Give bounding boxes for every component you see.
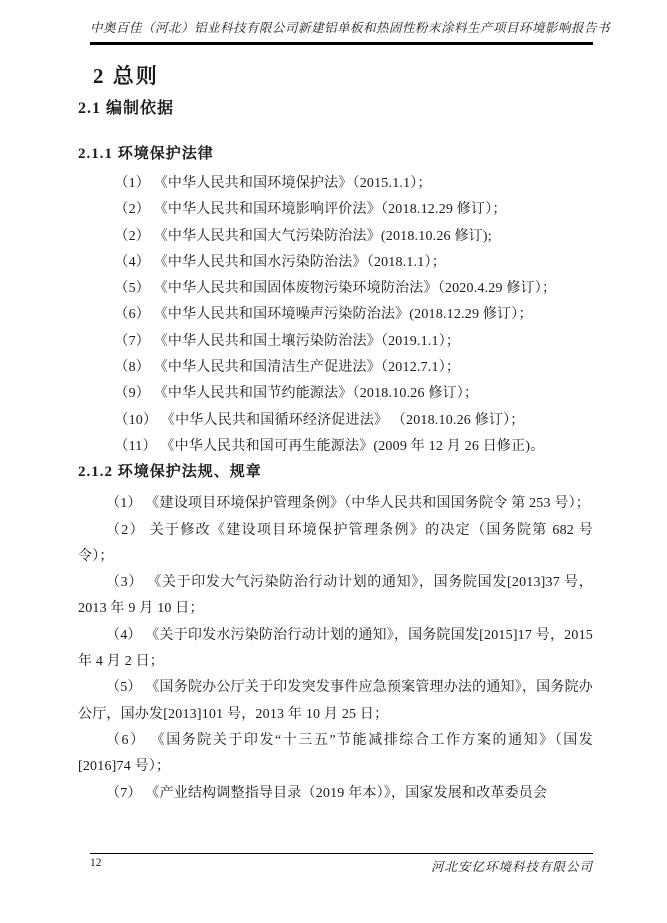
- regulation-item: （3） 《关于印发大气污染防治行动计划的通知》，国务院国发[2013]37 号，2013 年 9 月 10 日；: [78, 575, 593, 617]
- law-item: （11） 《中华人民共和国可再生能源法》(2009 年 12 月 26 日修正)。: [114, 438, 545, 454]
- law-item: （10） 《中华人民共和国循环经济促进法》 （2018.10.26 修订）；: [114, 412, 525, 428]
- chapter-title: 2 总则: [93, 64, 159, 88]
- regulation-item: （7） 《产业结构调整指导目录（2019 年本）》，国家发展和改革委员会: [106, 785, 548, 801]
- law-item: （2） 《中华人民共和国大气污染防治法》(2018.10.26 修订);: [114, 228, 492, 244]
- law-item: （5） 《中华人民共和国固体废物污染环境防治法》（2020.4.29 修订）；: [114, 281, 557, 297]
- header-divider: [90, 42, 593, 45]
- regulation-item: （6） 《国务院关于印发“十三五”节能减排综合工作方案的通知》（国发[2016]74 号）；: [78, 732, 593, 775]
- page-number: 12: [90, 857, 102, 869]
- subsection-title-laws: 2.1.1 环境保护法律: [78, 146, 214, 162]
- regulation-item: （5） 《国务院办公厅关于印发突发事件应急预案管理办法的通知》，国务院办公厅，国办发[2013]101 号，2013 年 10 月 25 日；: [78, 680, 593, 722]
- document-content: [78, 63, 593, 807]
- footer-company-name: 河北安亿环境科技有限公司: [430, 860, 593, 874]
- law-item: （1） 《中华人民共和国环境保护法》（2015.1.1）；: [114, 176, 432, 191]
- law-item: （8） 《中华人民共和国清洁生产促进法》（2012.7.1）；: [114, 360, 461, 376]
- subsection-title-regulations: 2.1.2 环境保护法规、规章: [78, 464, 262, 481]
- header-title: 中奥百佳（河北）铝业科技有限公司新建铝单板和热固性粉末涂料生产项目环境影响报告书: [90, 21, 611, 35]
- law-item: （7） 《中华人民共和国土壤污染防治法》（2019.1.1）；: [114, 333, 461, 349]
- regulation-item: （2） 关于修改《建设项目环境保护管理条例》的决定（国务院第 682 号令）；: [78, 522, 593, 564]
- law-item: （4） 《中华人民共和国水污染防治法》（2018.1.1）；: [114, 254, 446, 270]
- law-item: （6） 《中华人民共和国环境噪声污染防治法》(2018.12.29 修订）；: [114, 307, 533, 323]
- regulation-item: （1） 《建设项目环境保护管理条例》（中华人民共和国国务院令 第 253 号）；: [106, 496, 590, 512]
- page-header: [90, 0, 611, 45]
- regulation-item: （4） 《关于印发水污染防治行动计划的通知》，国务院国发[2015]17 号，2015 年 4 月 2 日；: [78, 627, 593, 670]
- page-footer: [90, 853, 593, 876]
- section-title: 2.1 编制依据: [78, 100, 175, 117]
- law-item: （2） 《中华人民共和国环境影响评价法》（2018.12.29 修订）；: [114, 202, 507, 218]
- law-item: （9） 《中华人民共和国节约能源法》（2018.10.26 修订）；: [114, 386, 479, 402]
